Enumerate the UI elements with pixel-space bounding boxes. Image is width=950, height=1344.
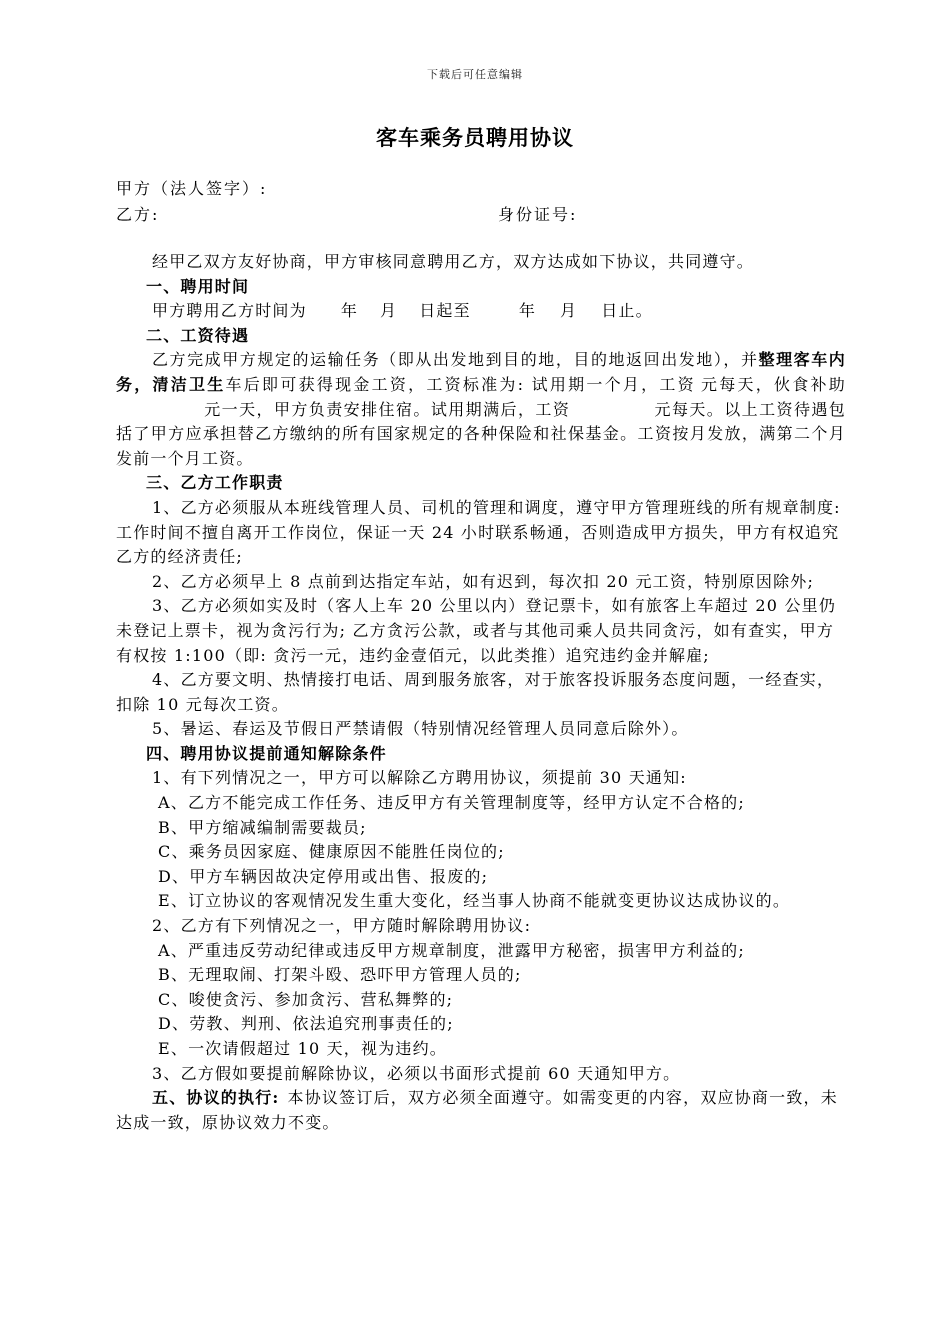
wages-text-f: 每天。以上工资待遇包括了甲方应承担替乙方缴纳的所有国家规定的各种保险和社保基金。工资按月发放，满第二个月发前一个月工资。 — [116, 399, 847, 468]
termination-clause-2: 2、乙方有下列情况之一，甲方随时解除聘用协议: — [152, 916, 532, 936]
party-b-label: 乙方: — [116, 205, 160, 224]
duty-item: 1、乙方必须服从本班线管理人员、司机的管理和调度，遵守甲方管理班线的所有规章制度: 工作时间不擅自离开工作岗位，保证一天 24 小时联系畅通，否则造成甲方损失，甲方有权追究乙方的经济责任; — [116, 497, 841, 567]
duty-item: 2、乙方必须早上 8 点前到达指定车站，如有迟到，每次扣 20 元工资，特别原因除外; — [152, 571, 815, 591]
term-text: 甲方聘用乙方时间为 — [152, 301, 307, 321]
section-heading-term: 一、聘用时间 — [146, 276, 250, 296]
term-day-1: 日起至 — [419, 301, 471, 321]
wages-paragraph — [116, 348, 846, 471]
wages-text-d: 元一天，甲方负责安排住宿。试用期满后，工资 — [204, 399, 571, 419]
termination-item: A、乙方不能完成工作任务、违反甲方有关管理制度等，经甲方认定不合格的; — [158, 793, 745, 813]
termination-item: A、严重违反劳动纪律或违反甲方规章制度，泄露甲方秘密，损害甲方利益的; — [158, 940, 745, 960]
intro-paragraph: 经甲乙双方友好协商，甲方审核同意聘用乙方，双方达成如下协议，共同遵守。 — [152, 252, 755, 271]
section-heading-execution: 五、协议的执行: — [152, 1088, 280, 1108]
termination-clause-1: 1、有下列情况之一，甲方可以解除乙方聘用协议，须提前 30 天通知: — [152, 768, 687, 788]
termination-item: B、甲方缩减编制需要裁员; — [158, 817, 367, 837]
section-heading-duties: 三、乙方工作职责 — [146, 473, 284, 493]
termination-item: B、无理取闹、打架斗殴、恐吓甲方管理人员的; — [158, 965, 522, 985]
termination-item: D、劳教、判刑、依法追究刑事责任的; — [158, 1014, 454, 1034]
termination-item: D、甲方车辆因故决定停用或出售、报废的; — [158, 866, 489, 886]
execution-paragraph — [116, 1086, 846, 1135]
term-month-1: 月 — [380, 301, 398, 321]
id-number-label: 身份证号: — [498, 205, 578, 224]
termination-item: C、乘务员因家庭、健康原因不能胜任岗位的; — [158, 842, 505, 862]
wages-text-b: 车后即可获得现金工资，工资标准为: 试用期一个月，工资 — [225, 374, 696, 394]
duty-item: 5、暑运、春运及节假日严禁请假（特别情况经管理人员同意后除外）。 — [152, 719, 689, 739]
document-title: 客车乘务员聘用协议 — [376, 126, 574, 150]
duty-item: 3、乙方必须如实及时（客人上车 20 公里以内）登记票卡，如有旅客上车超过 20 公里仍未登记上票卡，视为贪污行为; 乙方贪污公款，或者与其他司乘人员共同贪污，如有查实，甲方有权按 1:100（即: 贪污一元，违约金壹佰元，以此类推）追究违约金并解雇; — [116, 596, 837, 665]
term-month-2: 月 — [560, 301, 578, 321]
agreement-body — [116, 250, 846, 1135]
wages-text-a: 乙方完成甲方规定的运输任务（即从出发地到目的地，目的地返回出发地），并 — [152, 350, 759, 370]
term-paragraph — [116, 299, 846, 324]
term-day-2: 日止。 — [601, 301, 653, 321]
termination-item: C、唆使贪污、参加贪污、营私舞弊的; — [158, 989, 454, 1009]
party-a-label: 甲方（法人签字）: — [116, 179, 268, 198]
termination-item: E、订立协议的客观情况发生重大变化，经当事人协商不能就变更协议达成协议的。 — [158, 891, 791, 911]
termination-item: E、一次请假超过 10 天，视为违约。 — [158, 1039, 448, 1058]
term-year-2: 年 — [518, 301, 537, 321]
header-note: 下载后可任意编辑 — [427, 68, 523, 81]
execution-text: 本协议签订后，双方必须全面遵守。如需变更的内容，双应协商一致，未达成一致，原协议效力不变。 — [116, 1088, 838, 1132]
termination-clause-3: 3、乙方假如要提前解除协议，必须以书面形式提前 60 天通知甲方。 — [152, 1063, 681, 1083]
wages-text-c: 元每天，伙食补助 — [699, 374, 846, 394]
section-heading-termination: 四、聘用协议提前通知解除条件 — [146, 743, 387, 763]
section-heading-wages: 二、工资待遇 — [146, 325, 250, 345]
wages-text-e: 元 — [654, 399, 672, 419]
term-year-1: 年 — [340, 301, 359, 321]
wages-text-bold: 整理客车内务，清洁卫生 — [116, 350, 846, 394]
duty-item: 4、乙方要文明、热情接打电话、周到服务旅客，对于旅客投诉服务态度问题，一经查实，扣除 10 元每次工资。 — [116, 670, 835, 714]
